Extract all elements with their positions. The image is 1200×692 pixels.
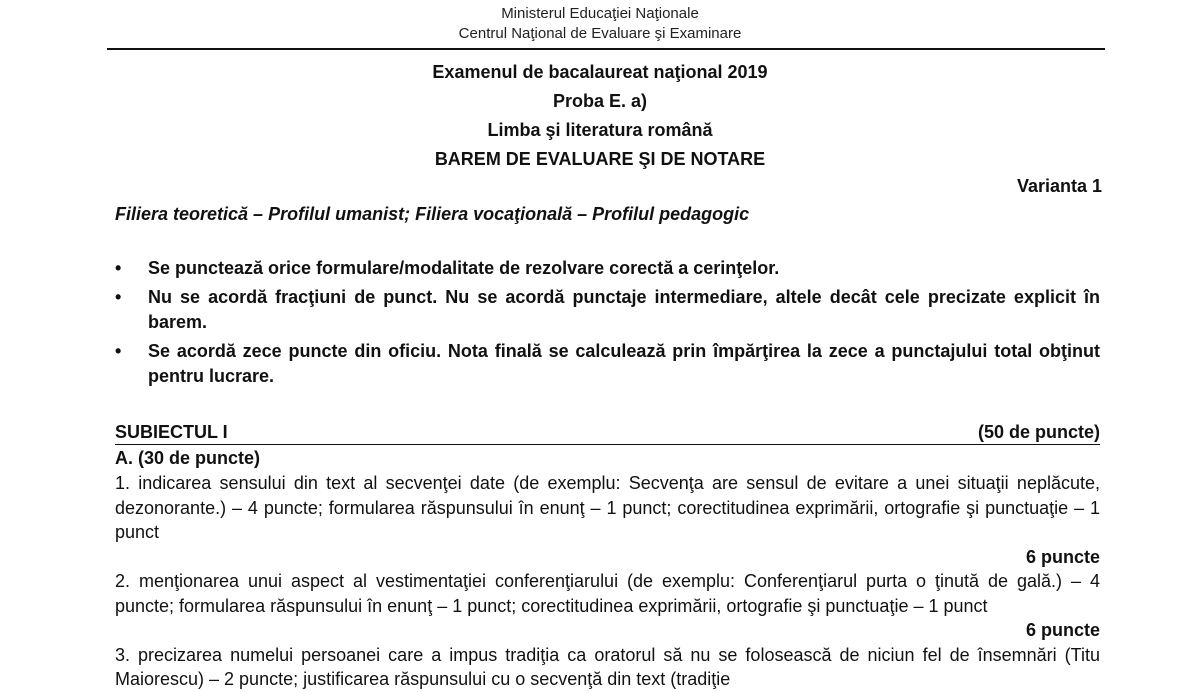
rule-item [115, 285, 1100, 335]
barem-title: BAREM DE EVALUARE ŞI DE NOTARE [434, 149, 766, 169]
bullet-icon: • [115, 287, 122, 307]
grading-item-text: 1. indicarea sensului din text al secvenţei date (de exemplu: Secvenţa are sensul de evitare a unei situaţii neplăcute, dezonorante.) – 4 puncte; formularea răspunsului în enunţ – 1 punct; corectitudinea exprimării, ortografie şi punctuaţie – 1 punct [115, 473, 1100, 542]
rule-item [115, 339, 1100, 389]
document-header [0, 4, 1200, 44]
grading-item-points: 6 puncte [1025, 546, 1100, 567]
ministry-name: Ministerul Educaţiei Naţionale [501, 5, 699, 22]
header-divider [107, 48, 1105, 50]
subject-heading-points: (50 de puncte) [977, 422, 1100, 442]
general-rules-list [115, 256, 1100, 393]
title-block [0, 58, 1200, 174]
section-a-heading: A. (30 de puncte) [115, 448, 261, 468]
rule-text: Se acordă zece puncte din oficiu. Nota finală se calculează prin împărţirea la zece a punctajului total obţinut pentru lucrare. [148, 341, 1100, 386]
rule-item [115, 256, 1100, 281]
bullet-icon: • [115, 258, 122, 278]
variant-label: Varianta 1 [1016, 176, 1102, 196]
subject-title: Limba şi literatura română [487, 120, 713, 140]
center-name: Centrul Naţional de Evaluare şi Examinare [458, 25, 742, 42]
track-label: Filiera teoretică – Profilul umanist; Filiera vocaţională – Profilul pedagogic [115, 204, 750, 224]
grading-item-text: 2. menţionarea unui aspect al vestimentaţiei conferenţiarului (de exemplu: Conferenţiarul purta o ţinută de gală.) – 4 puncte; formularea răspunsului în enunţ – 1 punct; corectitudinea exprimării, ortografie şi punctuaţie – 1 punct [115, 571, 1100, 616]
subject-heading-label: SUBIECTUL I [115, 422, 228, 442]
grading-item-points: 6 puncte [1025, 620, 1100, 640]
bullet-icon: • [115, 341, 122, 361]
grading-items [115, 471, 1100, 692]
subject-heading [115, 420, 1100, 445]
rule-text: Nu se acordă fracţiuni de punct. Nu se acordă punctaje intermediare, altele decât cele precizate explicit în barem. [148, 287, 1100, 332]
rule-text: Se punctează orice formulare/modalitate de rezolvare corectă a cerinţelor. [148, 258, 780, 278]
proba-title: Proba E. a) [552, 91, 648, 111]
exam-title: Examenul de bacalaureat naţional 2019 [432, 62, 768, 82]
grading-item-text: 3. precizarea numelui persoanei care a impus tradiţia ca oratorul să nu se folosească de niciun fel de însemnări (Titu Maiorescu) – 2 puncte; justificarea răspunsului cu o secvenţă din text (tradiţie [115, 644, 1100, 689]
